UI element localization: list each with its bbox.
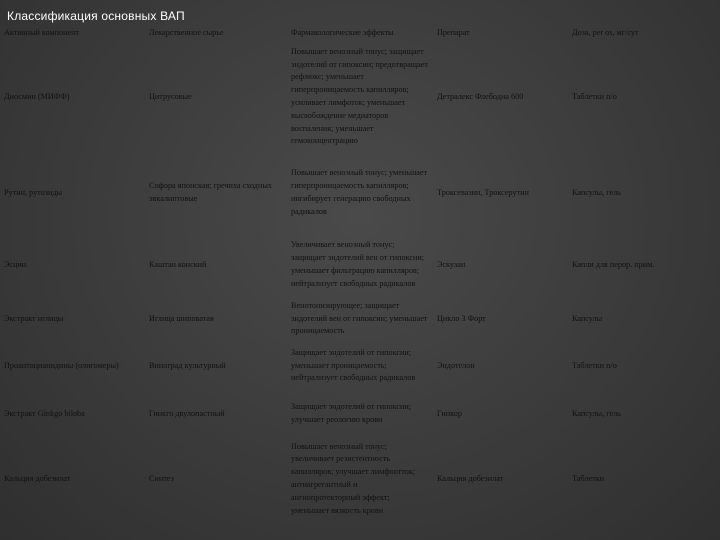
cell-effects: Защищает эндотелий от гипоксии; уменьшает проницаемость; нейтрализует свободных радикалов — [291, 347, 416, 383]
table-row — [0, 342, 720, 390]
table-header-row — [0, 24, 720, 42]
cell-raw-material: Софора японская; гречиха сходных эвкалиптовые — [149, 181, 272, 203]
cell-drug: Кальция добезилат — [437, 473, 504, 483]
cell-effects: Повышает венозный тонус; уменьшает гиперпроницаемость капилляров; ингибирует генерацию свободных радикалов — [291, 168, 428, 216]
cell-drug: Цикло 3 Форт — [437, 313, 486, 323]
cell-drug: Детралекс Флебодиа 600 — [437, 91, 524, 101]
cell-raw-material: Цитрусовые — [149, 91, 192, 101]
cell-component: Экстракт Ginkgo biloba — [4, 408, 85, 418]
cell-drug: Гинкор — [437, 408, 462, 418]
cell-raw-material: Синтез — [149, 473, 174, 483]
cell-drug: Эндотелон — [437, 360, 475, 370]
header-drug: Препарат — [437, 27, 470, 37]
cell-component: Рутин, рутозиды — [4, 187, 63, 197]
cell-effects: Повышает венозный тонус; увеличивает резистентность капилляров; улучшает лимфоотток; антиагрегантный и ангиопротекторный эффект; уменьшает вязкость крови — [291, 441, 416, 515]
cell-raw-material: Гинкго двулопастный — [149, 408, 225, 418]
table-row — [0, 234, 720, 296]
cell-drug: Троксевазин, Троксерутин — [437, 187, 529, 197]
classification-table — [0, 24, 720, 520]
header-raw-material: Лекарственное сырье — [149, 27, 224, 37]
cell-component: Диосмин (МИФФ) — [4, 91, 70, 101]
cell-effects: Повышает венозный тонус; защищает эндотелий от гипоксии; предотвращает рефлюкс; уменьшает гиперпроницаемость капилляров; усиливает лимфоток; уменьшает высвобождение медиаторов воспаления; уменьшает гемоконцентрацию — [291, 46, 428, 146]
cell-effects: Увеличивает венозный тонус; защищает эндотелий вен от гипоксии; уменьшает фильтрацию капилляров; нейтрализует свободных радикалов — [291, 240, 425, 288]
cell-dose: Таблетки — [572, 473, 605, 483]
slide-title: Классификация основных ВАП — [7, 9, 185, 23]
cell-dose: Капсулы, гель — [572, 187, 621, 197]
cell-effects: Венотонизирующее; защищает эндотелий вен от гипоксии; уменьшает проницаемость — [291, 300, 428, 336]
cell-component: Эсцин — [4, 259, 27, 269]
cell-dose: Таблетки п/о — [572, 360, 617, 370]
cell-dose: Капсулы — [572, 313, 603, 323]
cell-dose: Капли для перор. прим. — [572, 259, 655, 269]
cell-component: Проантоцианидины (олигомеры) — [4, 360, 119, 370]
cell-component: Кальция добезилат — [4, 473, 71, 483]
table-row — [0, 296, 720, 342]
cell-effects: Защищает эндотелий от гипоксии; улучшает реологию крови — [291, 402, 412, 424]
table-row — [0, 390, 720, 438]
header-dose: Доза, per os, мг/сут — [572, 27, 639, 37]
header-effects: Фармакологические эффекты — [291, 27, 394, 37]
cell-drug: Эскузан — [437, 259, 466, 269]
cell-raw-material: Иглица шиповатая — [149, 313, 214, 323]
cell-dose: Капсулы, гель — [572, 408, 621, 418]
table-row — [0, 438, 720, 520]
cell-raw-material: Виноград культурный — [149, 360, 226, 370]
table-row — [0, 42, 720, 152]
table-row — [0, 152, 720, 234]
header-component: Активный компонент — [4, 27, 80, 37]
cell-component: Экстракт иглицы — [4, 313, 64, 323]
cell-raw-material: Каштан конский — [149, 259, 207, 269]
cell-dose: Таблетки п/о — [572, 91, 617, 101]
